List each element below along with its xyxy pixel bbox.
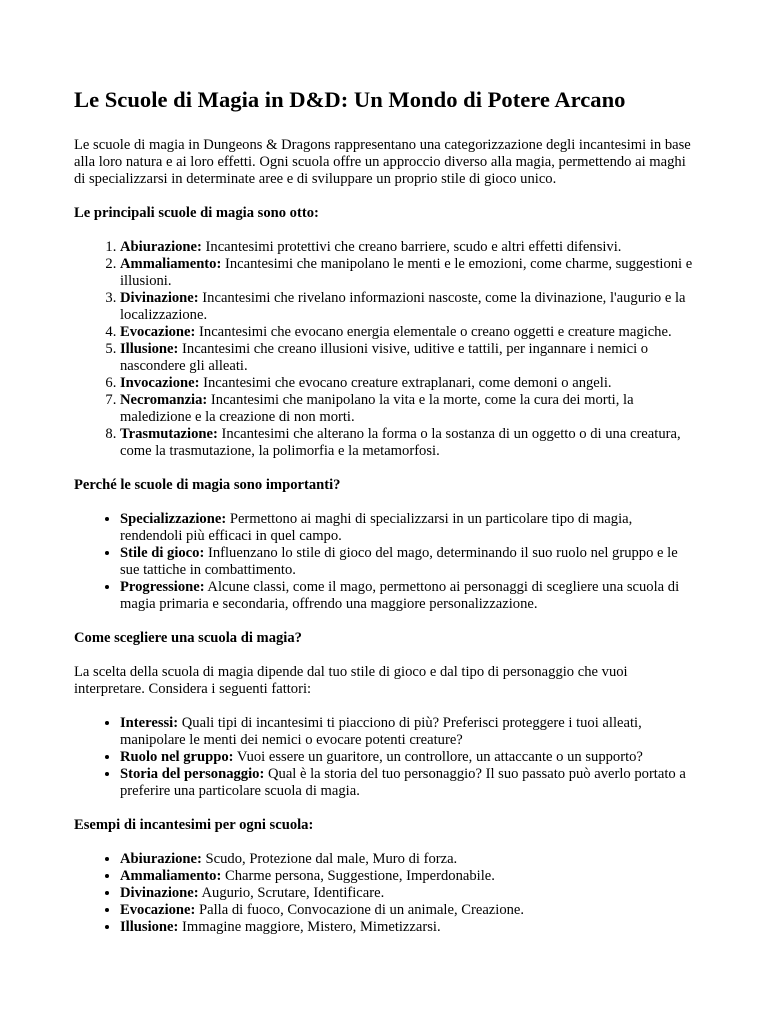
document-content [74,86,698,953]
list-item [120,851,698,868]
item-description: Vuoi essere un guaritore, un controllore, un attaccante o un supporto? [233,749,643,765]
item-term: Specializzazione: [120,511,227,527]
item-description: Incantesimi protettivi che creano barriere, scudo e altri effetti difensivi. [201,239,622,255]
list-item [120,919,698,936]
item-term: Divinazione: [120,885,199,901]
examples-heading: Esempi di incantesimi per ogni scuola: [74,817,314,833]
list-item [120,715,698,749]
item-term: Evocazione: [120,902,196,918]
list-item [120,579,698,613]
factors-list [74,715,698,800]
list-item [120,290,698,324]
item-description: Incantesimi che manipolano le menti e le emozioni, come charme, suggestioni e illusioni. [120,256,693,289]
item-description: Quali tipi di incantesimi ti piacciono di più? Preferisci proteggere i tuoi alleati, manipolare le menti dei nemici o evocare potenti creature? [120,715,642,748]
item-description: Permettono ai maghi di specializzarsi in un particolare tipo di magia, rendendoli più efficaci in quel campo. [120,511,633,544]
item-description: Incantesimi che creano illusioni visive, uditive e tattili, per ingannare i nemici o nascondere gli alleati. [120,341,649,374]
item-term: Ammaliamento: [120,256,222,272]
item-description: Incantesimi che alterano la forma o la sostanza di un oggetto o di una creatura, come la trasmutazione, la polimorfia e la metamorfosi. [120,426,681,459]
list-item [120,324,698,341]
list-item [120,868,698,885]
list-item [120,749,698,766]
item-term: Illusione: [120,341,179,357]
list-item [120,885,698,902]
item-description: Immagine maggiore, Mistero, Mimetizzarsi. [178,919,441,935]
choose-heading: Come scegliere una scuola di magia? [74,630,302,646]
examples-list [74,851,698,936]
item-term: Stile di gioco: [120,545,205,561]
list-item [120,256,698,290]
item-description: Palla di fuoco, Convocazione di un animale, Creazione. [195,902,525,918]
item-term: Evocazione: [120,324,196,340]
item-term: Ruolo nel gruppo: [120,749,234,765]
item-term: Progressione: [120,579,205,595]
importance-heading: Perché le scuole di magia sono importanti? [74,477,341,493]
item-term: Storia del personaggio: [120,766,265,782]
item-term: Trasmutazione: [120,426,218,442]
list-item [120,375,698,392]
list-item [120,392,698,426]
list-item [120,511,698,545]
item-description: Influenzano lo stile di gioco del mago, determinando il suo ruolo nel gruppo e le sue tattiche in combattimento. [120,545,678,578]
item-term: Illusione: [120,919,179,935]
item-term: Divinazione: [120,290,199,306]
item-description: Augurio, Scrutare, Identificare. [198,885,385,901]
schools-list [74,239,698,460]
schools-heading: Le principali scuole di magia sono otto: [74,205,319,221]
item-description: Incantesimi che evocano energia elementale o creano oggetti e creature magiche. [195,324,672,340]
intro-paragraph: Le scuole di magia in Dungeons & Dragons rappresentano una categorizzazione degli incantesimi in base alla loro natura e ai loro effetti. Ogni scuola offre un approccio diverso alla magia, permettendo ai maghi di specializzarsi in determinate aree e di sviluppare un proprio stile di gioco unico. [74,137,691,187]
item-description: Incantesimi che manipolano la vita e la morte, come la cura dei morti, la maledizione e la creazione di non morti. [120,392,634,425]
item-description: Incantesimi che evocano creature extraplanari, come demoni o angeli. [199,375,612,391]
item-term: Abiurazione: [120,239,202,255]
item-term: Abiurazione: [120,851,202,867]
list-item [120,341,698,375]
item-description: Qual è la storia del tuo personaggio? Il suo passato può averlo portato a preferire una particolare scuola di magia. [120,766,686,799]
item-term: Necromanzia: [120,392,208,408]
item-description: Alcune classi, come il mago, permettono ai personaggi di scegliere una scuola di magia primaria e secondaria, offrendo una maggiore personalizzazione. [120,579,680,612]
importance-list [74,511,698,613]
item-term: Interessi: [120,715,179,731]
item-term: Ammaliamento: [120,868,222,884]
choose-paragraph: La scelta della scuola di magia dipende dal tuo stile di gioco e dal tipo di personaggio che vuoi interpretare. Considera i seguenti fattori: [74,664,628,697]
list-item [120,902,698,919]
list-item [120,239,698,256]
item-description: Incantesimi che rivelano informazioni nascoste, come la divinazione, l'augurio e la localizzazione. [120,290,686,323]
item-term: Invocazione: [120,375,200,391]
page-title: Le Scuole di Magia in D&D: Un Mondo di Potere Arcano [74,87,626,112]
list-item [120,426,698,460]
item-description: Scudo, Protezione dal male, Muro di forza. [201,851,458,867]
list-item [120,545,698,579]
list-item [120,766,698,800]
item-description: Charme persona, Suggestione, Imperdonabile. [221,868,495,884]
